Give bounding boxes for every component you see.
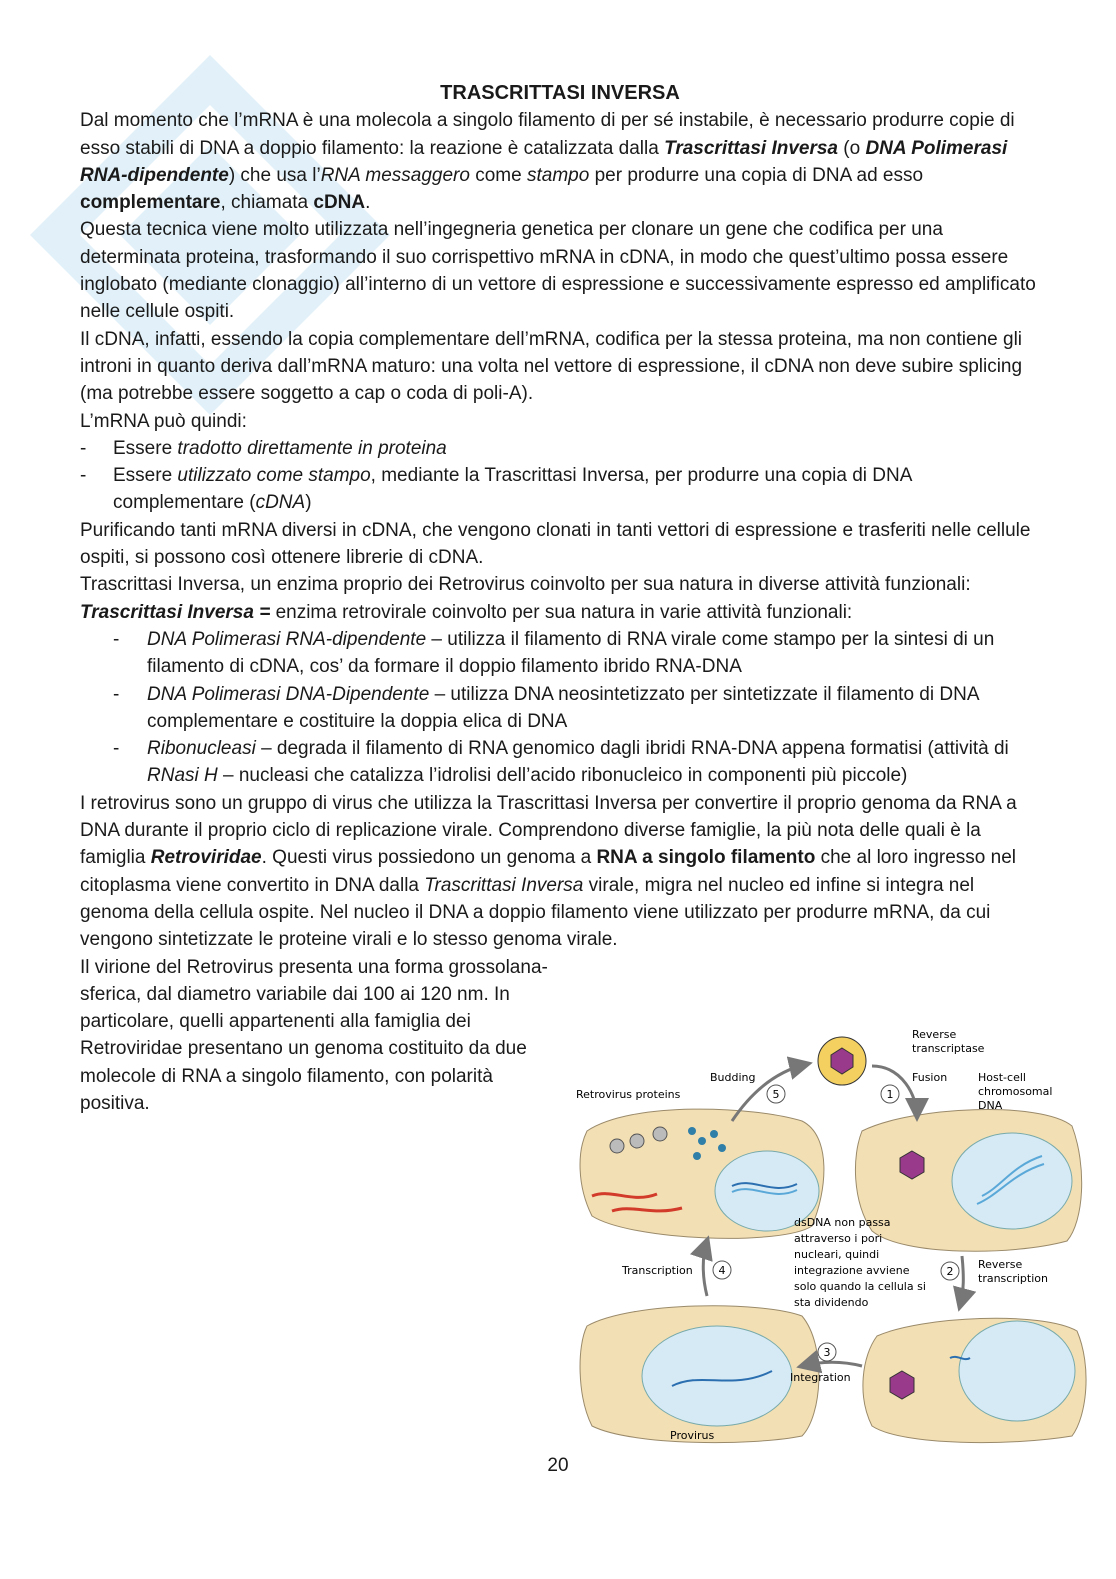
paragraph-libraries: Purificando tanti mRNA diversi in cDNA, che vengono clonati in tanti vettori di espressione e trasferiti nelle cellule ospiti, si possono così ottenere librerie di cDNA. xyxy=(80,519,1031,569)
label-budding: Budding xyxy=(710,1071,756,1084)
retrovirus-cycle-diagram xyxy=(572,1016,1092,1446)
label-host-dna: Host-cell xyxy=(978,1071,1026,1084)
note-text: nucleari, quindi xyxy=(794,1248,880,1261)
step-number: 2 xyxy=(946,1265,954,1278)
list-item: - DNA Polimerasi RNA-dipendente – utilizza il filamento di RNA virale come stampo per la sintesi di un filamento di cDNA, cos’ da formare il doppio filamento ibrido RNA-DNA xyxy=(113,628,995,678)
paragraph-cdna: Il cDNA, infatti, essendo la copia complementare dell’mRNA, codifica per la stessa proteina, ma non contiene gli introni in quanto deriva dall’mRNA maturo: una volta nel vettore di espressione, il cDNA non deve subire splicing (ma potrebbe essere soggetto a cap o coda di poli-A). xyxy=(80,328,1023,405)
paragraph-technique: Questa tecnica viene molto utilizzata nell’ingegneria genetica per clonare un gene che codifica per una determinata proteina, trasformando il suo corrispettivo mRNA in cDNA, in modo che quest’ultimo possa essere inglobato (mediante clonaggio) all’interno di un vettore di espressione e successivamente espresso ed amplificato nelle cellule ospiti. xyxy=(80,219,1036,323)
note-text: sta dividendo xyxy=(794,1296,869,1309)
nucleus-bottom-right xyxy=(959,1321,1075,1421)
retrovirus-cycle-figure xyxy=(572,1016,1092,1446)
label-provirus: Provirus xyxy=(670,1429,715,1442)
step-number: 3 xyxy=(823,1346,831,1359)
label-reverse-transcription: Reverse xyxy=(978,1258,1023,1271)
note-text: solo quando la cellula si xyxy=(794,1280,926,1293)
page-title: TRASCRITTASI INVERSA xyxy=(440,82,680,104)
label-fusion: Fusion xyxy=(912,1071,948,1084)
step-number: 4 xyxy=(718,1264,726,1277)
viral-protein xyxy=(630,1134,644,1148)
paragraph-definition: Trascrittasi Inversa = enzima retrovirale coinvolto per sua natura in varie attività funzionali: xyxy=(80,601,853,623)
list-item: - Essere tradotto direttamente in proteina xyxy=(80,437,447,459)
viral-protein xyxy=(698,1137,706,1145)
label-reverse-transcriptase: transcriptase xyxy=(912,1042,985,1055)
viral-protein xyxy=(718,1144,726,1152)
viral-protein xyxy=(610,1139,624,1153)
list-item: - Ribonucleasi – degrada il filamento di RNA genomico dagli ibridi RNA-DNA appena formatisi (attività di RNasi H – nucleasi che catalizza l’idrolisi dell’acido ribonucleico in componenti più piccole) xyxy=(113,738,1009,787)
arrow-reverse-transcription xyxy=(960,1256,963,1306)
note-text: integrazione avviene xyxy=(794,1264,910,1277)
page-content xyxy=(80,80,1040,1117)
nucleus-bottom-left xyxy=(642,1326,792,1426)
note-text: attraverso i pori xyxy=(794,1232,883,1245)
paragraph-enzyme: Trascrittasi Inversa, un enzima proprio dei Retrovirus coinvolto per sua natura in diverse attività funzionali: xyxy=(80,574,971,596)
step-number: 5 xyxy=(772,1088,780,1101)
page-number: 20 xyxy=(547,1455,569,1476)
paragraph-virion: Il virione del Retrovirus presenta una forma grossolana-sferica, dal diametro variabile dai 100 ai 120 nm. In particolare, quelli appartenenti alla famiglia dei Retroviridae presentano un genoma costituito da due molecole di RNA a singolo filamento, con polarità positiva. xyxy=(80,956,548,1114)
label-integration: Integration xyxy=(790,1371,851,1384)
list-item: - Essere utilizzato come stampo, mediante la Trascrittasi Inversa, per produrre una copia di DNA complementare (cDNA) xyxy=(80,465,912,514)
viral-protein xyxy=(693,1152,701,1160)
label-host-dna: DNA xyxy=(978,1099,1003,1112)
viral-protein xyxy=(688,1127,696,1135)
arrow-integration xyxy=(802,1362,862,1366)
label-reverse-transcriptase: Reverse xyxy=(912,1028,957,1041)
arrow-transcription xyxy=(703,1241,707,1296)
label-host-dna: chromosomal xyxy=(978,1085,1053,1098)
viral-protein xyxy=(653,1127,667,1141)
note-text: dsDNA non passa xyxy=(794,1216,891,1229)
list-item: - DNA Polimerasi DNA-Dipendente – utilizza DNA neosintetizzato per sintetizzate il filamento di DNA complementare e costituire la doppia elica di DNA xyxy=(113,683,979,732)
viral-protein xyxy=(710,1130,718,1138)
paragraph-retrovirus: I retrovirus sono un gruppo di virus che utilizza la Trascrittasi Inversa per convertire il proprio genoma da RNA a DNA durante il proprio ciclo di replicazione virale. Comprendono diverse famiglie, la più nota delle quali è la famiglia Retroviridae. Questi virus possiedono un genoma a RNA a singolo filamento che al loro ingresso nel citoplasma viene convertito in DNA dalla Trascrittasi Inversa virale, migra nel nucleo ed infine si integra nel genoma della cellula ospite. Nel nucleo il DNA a doppio filamento viene utilizzato per produrre mRNA, da cui vengono sintetizzate le proteine virali e lo stesso genoma virale. xyxy=(80,792,1017,951)
label-reverse-transcription: transcription xyxy=(978,1272,1048,1285)
paragraph-mrna-can: L’mRNA può quindi: xyxy=(80,410,247,432)
step-number: 1 xyxy=(886,1088,894,1101)
paragraph-intro: Dal momento che l’mRNA è una molecola a singolo filamento di per sé instabile, è necessario produrre copie di esso stabili di DNA a doppio filamento: la reazione è catalizzata dalla Trascrittasi Inversa (o DNA Polimerasi RNA-dipendente) che usa l’RNA messaggero come stampo per produrre una copia di DNA ad esso complementare, chiamata cDNA. xyxy=(80,110,1015,214)
label-retrovirus-proteins: Retrovirus proteins xyxy=(576,1088,681,1101)
label-transcription: Transcription xyxy=(622,1264,693,1277)
